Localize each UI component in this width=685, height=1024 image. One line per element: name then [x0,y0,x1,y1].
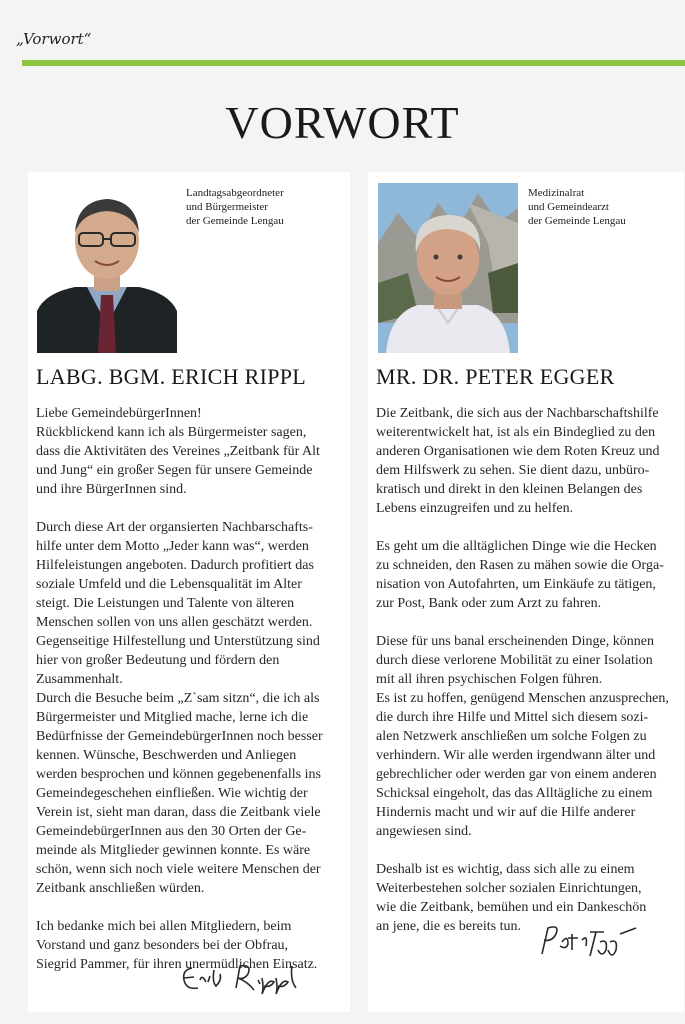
signature-egger [538,920,648,960]
paragraph-1 [376,404,682,518]
text-line: durch diese verlorene Mobilität zu einer Isolation [376,653,653,668]
text-line: die durch ihre Hilfe und Mittel sich diesem sozi- [376,710,649,725]
text-line: Vorstand und ganz besonders bei der Obfrau, [36,938,289,953]
text-line: Diese für uns banal erscheinenden Dinge, können [376,634,654,649]
text-line: Liebe GemeindebürgerInnen! [36,406,202,421]
paragraph-2 [36,518,348,898]
text-line: anderen Organisationen wie dem Roten Kreuz und [376,444,660,459]
text-line: Gegenseitige Hilfestellung und Unterstützung sind [36,634,320,649]
text-line: wie die Zeitbank, bemühen und ein Dankeschön [376,900,647,915]
paragraph-2 [376,537,682,613]
column-rippl [28,172,350,1012]
portrait-photo-egger [378,183,518,353]
text-line: zur Post, Bank oder zum Arzt zu fahren. [376,596,602,611]
text-line: weiterentwickelt hat, ist als ein Bindeglied zu den [376,425,656,440]
text-line: steigt. Die Leistungen und Talente von älteren [36,596,295,611]
header-rule [22,60,685,66]
role-egger [528,186,626,228]
text-line: Es ist zu hoffen, genügend Menschen anzusprechen, [376,691,669,706]
text-line: alen Netzwerk anschließen um solche Folgen zu [376,729,647,744]
role-line: und Gemeindearzt [528,201,609,213]
paragraph-3 [376,632,682,841]
author-name-egger: MR. DR. PETER EGGER [376,364,615,389]
text-line: gebrechlicher oder werden gar von einem anderen [376,767,657,782]
role-line: Landtagsabgeordneter [186,187,284,199]
text-line: Verein ist, sieht man daran, dass die Zeitbank viele [36,805,321,820]
text-line: Deshalb ist es wichtig, dass sich alle zu einem [376,862,635,877]
text-line: dem Hilfswerk zu sehen. Sie dient dazu, unbüro- [376,463,650,478]
portrait-photo-rippl [37,183,177,353]
text-line: angewiesen sind. [376,824,472,839]
text-line: Die Zeitbank, die sich aus der Nachbarschaftshilfe [376,406,659,421]
text-line: an jene, die es bereits tun. [376,919,522,934]
text-line: kratisch und direkt in den kleinen Belangen des [376,482,643,497]
text-line: und Jung“ ein großer Segen für unsere Gemeinde [36,463,313,478]
text-line: dass die Aktivitäten des Vereines „Zeitbank für Alt [36,444,320,459]
text-line: Zeitbank anschließen würden. [36,881,205,896]
page-title: VORWORT [225,97,460,148]
portrait-photo-icon [37,183,177,353]
author-name-rippl: LABG. BGM. ERICH RIPPL [36,364,307,389]
portrait-photo-icon [378,183,518,353]
text-line: Hilfeleistungen angeboten. Dadurch profitiert das [36,558,314,573]
text-line: Weiterbestehen solcher sozialen Einrichtungen, [376,881,642,896]
text-line: verhindern. Wir alle werden irgendwann älter und [376,748,656,763]
letter-body-egger [376,404,682,936]
text-line: Gemeindegeschehen einfließen. Wie wichtig der [36,786,308,801]
paragraph-1 [36,404,348,499]
text-line: hier von großer Bedeutung und fördern den [36,653,280,668]
role-rippl [186,186,284,228]
text-line: Durch die Besuche beim „Z`sam sitzn“, die ich als [36,691,320,706]
letter-body-rippl [36,404,348,974]
signature-icon [538,920,648,960]
text-line: soziale Umfeld und die Lebensqualität im Alter [36,577,302,592]
column-egger [368,172,684,1012]
text-line: hilfe unter dem Motto „Jeder kann was“, werden [36,539,309,554]
text-line: schön, wenn sich noch viele weitere Menschen der [36,862,321,877]
text-line: Schicksal eingeholt, das das Alltägliche zu einem [376,786,653,801]
text-line: Durch diese Art der organsierten Nachbarschafts- [36,520,313,535]
role-line: Medizinalrat [528,187,585,199]
text-line: Bürgermeister und Mitglied mache, lerne ich die [36,710,309,725]
text-line: Menschen sollen von uns allen geschätzt werden. [36,615,313,630]
role-line: der Gemeinde Lengau [528,215,626,227]
text-line: mit all ihren psychischen Folgen führen. [376,672,603,687]
text-line: Siegrid Pammer, für ihren unermüdlichen Einsatz. [36,957,318,972]
role-line: und Bürgermeister [186,201,268,213]
text-line: Zusammenhalt. [36,672,123,687]
signature-icon [178,960,308,996]
text-line: GemeindebürgerInnen aus den 30 Orten der Ge- [36,824,307,839]
text-line: zu schneiden, den Rasen zu mähen sowie die Orga- [376,558,664,573]
text-line: Bedürfnisse der GemeindebürgerInnen noch besser [36,729,323,744]
text-line: nisation von Autofahrten, um Einkäufe zu tätigen, [376,577,656,592]
text-line: werden besprochen und können gegebenenfalls ins [36,767,321,782]
role-line: der Gemeinde Lengau [186,215,284,227]
running-head: „Vorwort“ [16,30,92,48]
text-line: Lebens einzugreifen und zu helfen. [376,501,574,516]
text-line: Hindernis macht und wir auf die Hilfe anderer [376,805,636,820]
text-line: Rückblickend kann ich als Bürgermeister sagen, [36,425,307,440]
text-line: Es geht um die alltäglichen Dinge wie die Hecken [376,539,657,554]
signature-rippl [178,960,308,996]
text-line: Ich bedanke mich bei allen Mitgliedern, beim [36,919,292,934]
text-line: meinde als Mitglieder gewinnen konnte. Es wäre [36,843,311,858]
text-line: kennen. Wünsche, Beschwerden und Anliegen [36,748,297,763]
text-line: und ihre BürgerInnen sind. [36,482,187,497]
